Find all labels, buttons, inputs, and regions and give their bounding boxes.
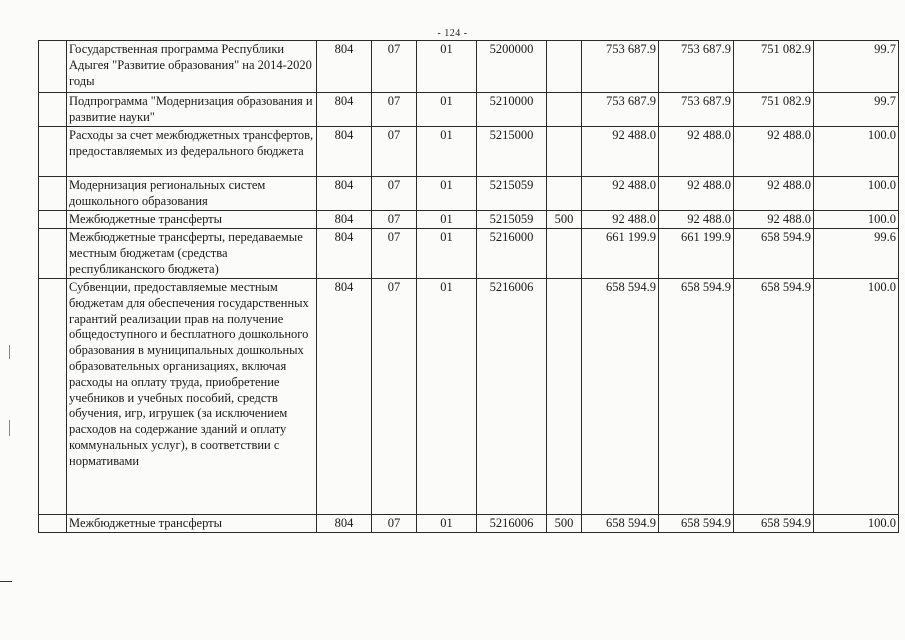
row-stub-cell [39,211,67,229]
article-code-cell: 5216006 [477,279,547,515]
ministry-code-cell: 804 [317,211,372,229]
percent-cell: 100.0 [814,177,899,211]
executed-amount-cell: 92 488.0 [734,177,814,211]
section-code-cell: 07 [372,515,417,533]
scan-mark [0,581,12,582]
percent-cell: 99.7 [814,41,899,93]
table-row [39,93,899,127]
plan-amount-cell: 753 687.9 [582,93,659,127]
page-number: - 124 - [437,28,468,39]
refined-amount-cell: 753 687.9 [659,93,734,127]
ministry-code-cell: 804 [317,515,372,533]
ministry-code-cell: 804 [317,41,372,93]
section-code-cell: 07 [372,279,417,515]
plan-amount-cell: 658 594.9 [582,515,659,533]
row-stub-cell [39,279,67,515]
table-row [39,177,899,211]
executed-amount-cell: 658 594.9 [734,279,814,515]
percent-cell: 100.0 [814,279,899,515]
subsection-code-cell: 01 [417,41,477,93]
ministry-code-cell: 804 [317,279,372,515]
row-stub-cell [39,515,67,533]
subsection-code-cell: 01 [417,93,477,127]
row-stub-cell [39,41,67,93]
item-name-cell: Подпрограмма "Модернизация образования и развитие науки" [67,93,317,127]
subsection-code-cell: 01 [417,127,477,177]
article-code-cell: 5215059 [477,211,547,229]
expense-type-cell [547,127,582,177]
subsection-code-cell: 01 [417,279,477,515]
table-row [39,127,899,177]
item-name-cell: Субвенции, предоставляемые местным бюджетам для обеспечения государственных гарантий реализации прав на получение общедоступного и бесплатного дошкольного образования в муниципальных дошкольных образовательных организациях, включая расходы на оплату труда, приобретение учебников и учебных пособий, средств обучения, игр, игрушек (за исключением расходов на содержание зданий и оплату коммунальных услуг), в соответствии с нормативами [67,279,317,515]
table-row [39,211,899,229]
expense-type-cell: 500 [547,211,582,229]
ministry-code-cell: 804 [317,229,372,279]
expense-type-cell [547,279,582,515]
refined-amount-cell: 661 199.9 [659,229,734,279]
plan-amount-cell: 92 488.0 [582,177,659,211]
executed-amount-cell: 92 488.0 [734,127,814,177]
section-code-cell: 07 [372,41,417,93]
plan-amount-cell: 753 687.9 [582,41,659,93]
refined-amount-cell: 92 488.0 [659,211,734,229]
table-row [39,515,899,533]
ministry-code-cell: 804 [317,177,372,211]
table-row [39,41,899,93]
table-row [39,229,899,279]
executed-amount-cell: 658 594.9 [734,515,814,533]
plan-amount-cell: 658 594.9 [582,279,659,515]
expense-type-cell: 500 [547,515,582,533]
ministry-code-cell: 804 [317,93,372,127]
item-name-cell: Межбюджетные трансферты [67,515,317,533]
scan-mark [9,345,10,359]
percent-cell: 100.0 [814,127,899,177]
row-stub-cell [39,93,67,127]
subsection-code-cell: 01 [417,177,477,211]
executed-amount-cell: 658 594.9 [734,229,814,279]
subsection-code-cell: 01 [417,211,477,229]
expense-type-cell [547,93,582,127]
section-code-cell: 07 [372,93,417,127]
plan-amount-cell: 92 488.0 [582,127,659,177]
row-stub-cell [39,229,67,279]
expense-type-cell [547,41,582,93]
article-code-cell: 5216000 [477,229,547,279]
row-stub-cell [39,177,67,211]
article-code-cell: 5216006 [477,515,547,533]
item-name-cell: Расходы за счет межбюджетных трансфертов, предоставляемых из федерального бюджета [67,127,317,177]
item-name-cell: Государственная программа Республики Адыгея "Развитие образования" на 2014-2020 годы [67,41,317,93]
plan-amount-cell: 92 488.0 [582,211,659,229]
section-code-cell: 07 [372,211,417,229]
subsection-code-cell: 01 [417,229,477,279]
section-code-cell: 07 [372,177,417,211]
item-name-cell: Модернизация региональных систем дошкольного образования [67,177,317,211]
refined-amount-cell: 753 687.9 [659,41,734,93]
plan-amount-cell: 661 199.9 [582,229,659,279]
row-stub-cell [39,127,67,177]
refined-amount-cell: 658 594.9 [659,515,734,533]
executed-amount-cell: 751 082.9 [734,41,814,93]
item-name-cell: Межбюджетные трансферты, передаваемые местным бюджетам (средства республиканского бюджета) [67,229,317,279]
budget-table [38,40,899,533]
refined-amount-cell: 658 594.9 [659,279,734,515]
subsection-code-cell: 01 [417,515,477,533]
article-code-cell: 5200000 [477,41,547,93]
scan-mark [9,420,10,436]
article-code-cell: 5210000 [477,93,547,127]
section-code-cell: 07 [372,127,417,177]
executed-amount-cell: 751 082.9 [734,93,814,127]
expense-type-cell [547,229,582,279]
item-name-cell: Межбюджетные трансферты [67,211,317,229]
article-code-cell: 5215000 [477,127,547,177]
article-code-cell: 5215059 [477,177,547,211]
expense-type-cell [547,177,582,211]
percent-cell: 100.0 [814,515,899,533]
percent-cell: 99.7 [814,93,899,127]
percent-cell: 100.0 [814,211,899,229]
ministry-code-cell: 804 [317,127,372,177]
section-code-cell: 07 [372,229,417,279]
refined-amount-cell: 92 488.0 [659,127,734,177]
percent-cell: 99.6 [814,229,899,279]
refined-amount-cell: 92 488.0 [659,177,734,211]
table-row [39,279,899,515]
executed-amount-cell: 92 488.0 [734,211,814,229]
